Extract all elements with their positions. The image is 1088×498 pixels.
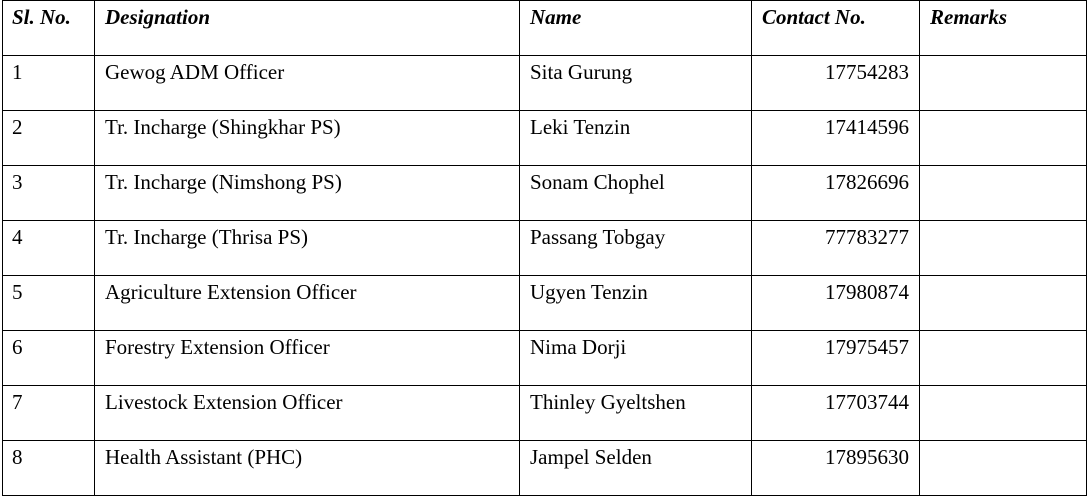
cell-name: Sonam Chophel [520,166,752,221]
cell-sl-no: 1 [3,56,95,111]
cell-sl-no: 3 [3,166,95,221]
table-header [3,1,1087,56]
table-row [3,166,1087,221]
cell-remarks [920,386,1087,441]
table-row [3,441,1087,496]
cell-designation: Tr. Incharge (Nimshong PS) [95,166,520,221]
cell-designation: Forestry Extension Officer [95,331,520,386]
cell-contact-no: 17414596 [752,111,920,166]
cell-remarks [920,331,1087,386]
cell-name: Ugyen Tenzin [520,276,752,331]
cell-sl-no: 5 [3,276,95,331]
cell-contact-no: 17980874 [752,276,920,331]
cell-sl-no: 8 [3,441,95,496]
header-designation: Designation [95,1,520,56]
cell-name: Jampel Selden [520,441,752,496]
cell-remarks [920,111,1087,166]
cell-designation: Tr. Incharge (Thrisa PS) [95,221,520,276]
table-body [3,56,1087,496]
cell-designation: Agriculture Extension Officer [95,276,520,331]
cell-name: Passang Tobgay [520,221,752,276]
cell-designation: Livestock Extension Officer [95,386,520,441]
header-sl-no: Sl. No. [3,1,95,56]
table-row [3,386,1087,441]
cell-remarks [920,276,1087,331]
cell-name: Nima Dorji [520,331,752,386]
cell-name: Leki Tenzin [520,111,752,166]
header-name: Name [520,1,752,56]
header-row [3,1,1087,56]
table-row [3,331,1087,386]
cell-remarks [920,166,1087,221]
table-row [3,276,1087,331]
cell-contact-no: 17895630 [752,441,920,496]
cell-remarks [920,441,1087,496]
cell-sl-no: 2 [3,111,95,166]
cell-name: Thinley Gyeltshen [520,386,752,441]
contact-table [2,0,1087,496]
table-row [3,221,1087,276]
table-row [3,111,1087,166]
cell-designation: Gewog ADM Officer [95,56,520,111]
cell-sl-no: 7 [3,386,95,441]
cell-designation: Health Assistant (PHC) [95,441,520,496]
table-row [3,56,1087,111]
cell-contact-no: 17754283 [752,56,920,111]
cell-contact-no: 77783277 [752,221,920,276]
header-remarks: Remarks [920,1,1087,56]
header-contact-no: Contact No. [752,1,920,56]
cell-sl-no: 4 [3,221,95,276]
cell-remarks [920,221,1087,276]
cell-contact-no: 17975457 [752,331,920,386]
cell-sl-no: 6 [3,331,95,386]
cell-name: Sita Gurung [520,56,752,111]
cell-contact-no: 17826696 [752,166,920,221]
cell-designation: Tr. Incharge (Shingkhar PS) [95,111,520,166]
cell-remarks [920,56,1087,111]
cell-contact-no: 17703744 [752,386,920,441]
